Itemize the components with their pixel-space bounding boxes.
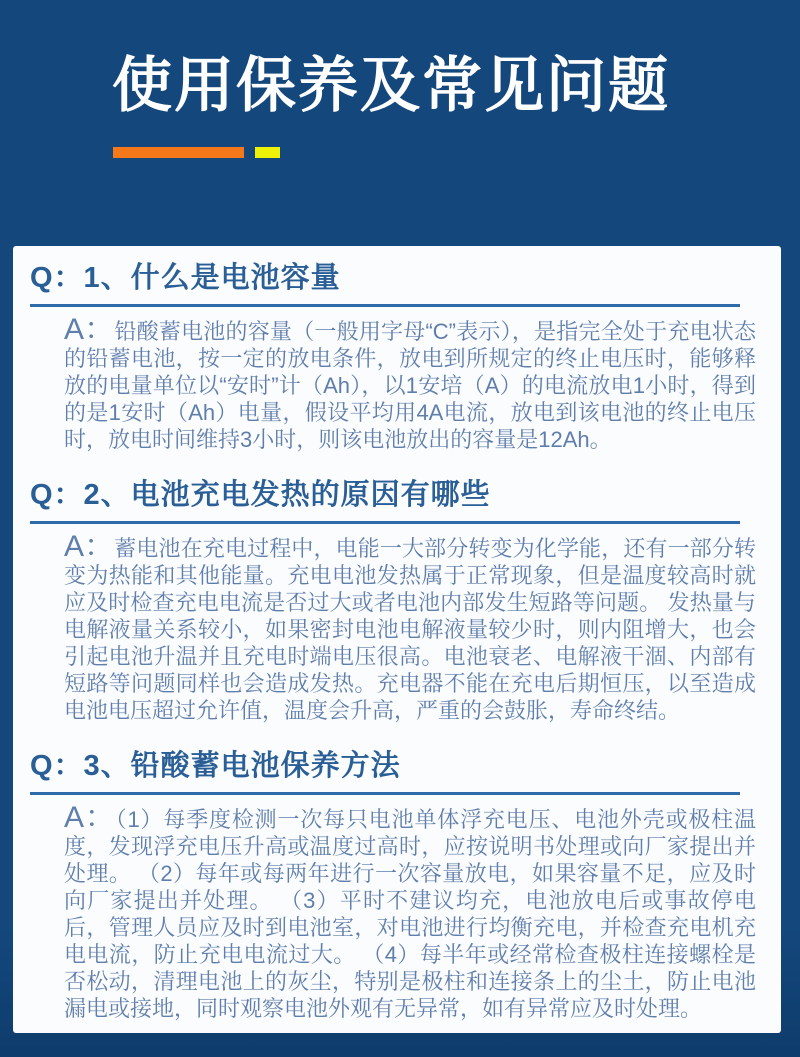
qa-card <box>13 246 781 1033</box>
question-divider-3 <box>30 792 740 795</box>
answer-text-2: 蓄电池在充电过程中，电能一大部分转变为化学能，还有一部分转变为热能和其他能量。充电电池发热属于正常现象，但是温度较高时就应及时检查充电电流是否过大或者电池内部发生短路等问题。 发热量与电解液量关系较小，如果密封电池电解液量较少时，则内阻增大，也会引起电池升温并且充电时端电压很高。电池衰老、电解液干涸、内部有短路等问题同样也会造成发热。充电器不能在充电后期恒压，以至造成电池电压超过允许值，温度会升高，严重的会鼓胀，寿命终结。 <box>64 536 756 723</box>
answer-paragraph-3 <box>64 801 756 1022</box>
answer-text-1: 铅酸蓄电池的容量（一般用字母“C”表示），是指完全处于充电状态的铅蓄电池，按一定的放电条件，放电到所规定的终止电压时，能够释放的电量单位以“安时”计（Ah），以1安培（A）的电流放电1小时，得到的是1安时（Ah）电量，假设平均用4A电流，放电到该电池的终止电压时，放电时间维持3小时，则该电池放出的容量是12Ah。 <box>64 319 757 452</box>
answer-text-3: （1）每季度检测一次每只电池单体浮充电压、电池外壳或极柱温度，发现浮充电压升高或温度过高时，应按说明书处理或向厂家提出并处理。 （2）每年或每两年进行一次容量放电，如果容量不足，应及时向厂家提出并处理。 （3）平时不建议均充，电池放电后或事故停电后，管理人员应及时到电池室，对电池进行均衡充电，并检查充电机充电电流，防止充电电流过大。 （4）每半年或经常检查极柱连接螺栓是否松动，清理电池上的灰尘，特别是极柱和连接条上的尘土，防止电池漏电或接地，同时观察电池外观有无异常，如有异常应及时处理。 <box>64 807 756 1021</box>
answer-paragraph-1 <box>64 313 757 453</box>
title-accent-row <box>113 147 280 158</box>
answer-prefix-3: A： <box>64 801 116 834</box>
question-heading-2: Q：2、电池充电发热的原因有哪些 <box>30 479 491 511</box>
qa-section-1 <box>30 260 756 453</box>
qa-section-2 <box>30 477 756 724</box>
qa-section-3 <box>30 748 756 1022</box>
accent-bar-orange <box>113 147 244 158</box>
question-heading-3: Q：3、铅酸蓄电池保养方法 <box>30 750 401 782</box>
answer-prefix-2: A： <box>64 530 115 563</box>
page-title: 使用保养及常见问题 <box>112 52 670 119</box>
answer-paragraph-2 <box>64 530 756 724</box>
answer-prefix-1: A： <box>64 313 115 346</box>
question-divider-2 <box>30 521 740 524</box>
accent-bar-yellow <box>255 147 280 158</box>
question-heading-1: Q：1、什么是电池容量 <box>30 262 341 294</box>
question-divider-1 <box>30 304 740 307</box>
